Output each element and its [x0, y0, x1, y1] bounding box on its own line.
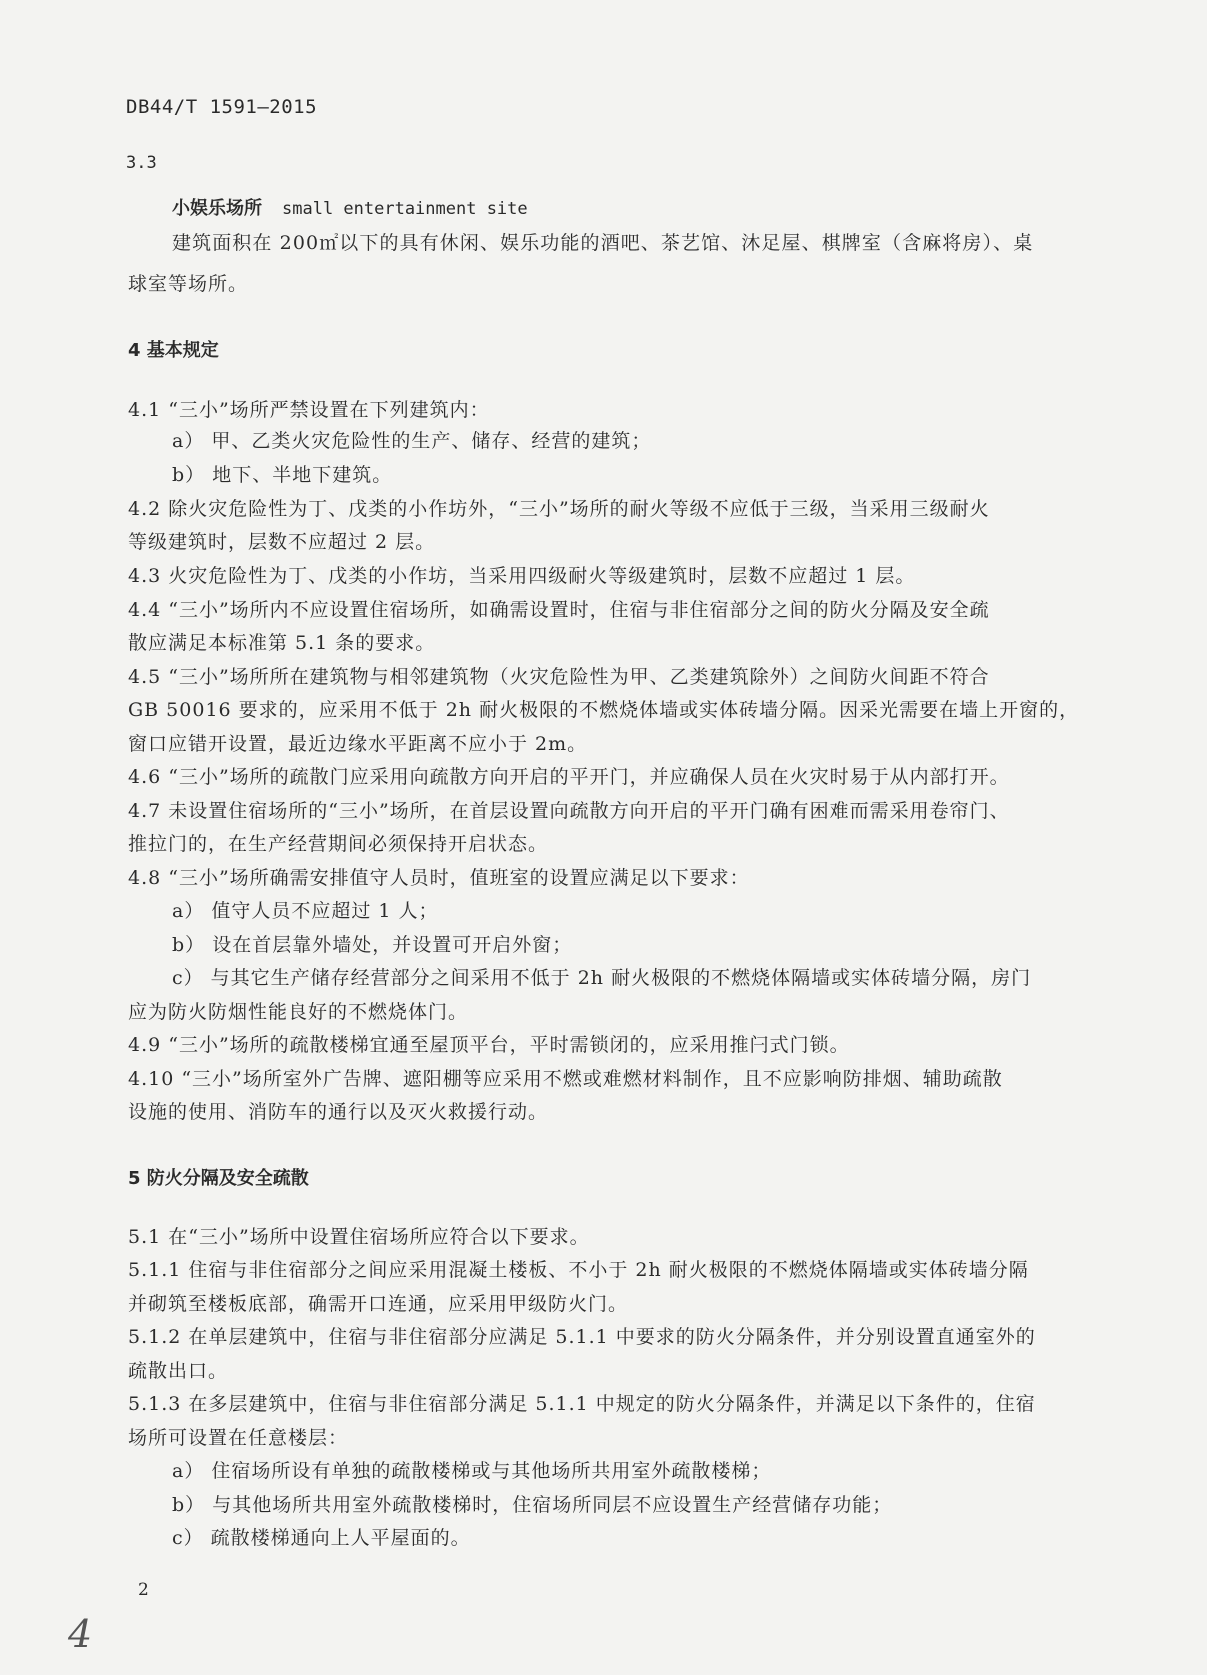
clause-4-1: 4.1 “三小”场所严禁设置在下列建筑内：: [128, 399, 490, 421]
clause-4-2-cont: 等级建筑时，层数不应超过 2 层。: [128, 531, 436, 553]
list-item-a: a） 甲、乙类火灾危险性的生产、储存、经营的建筑；: [172, 430, 652, 452]
page-number: 2: [138, 1580, 149, 1600]
clause-5-1-1-cont: 并砌筑至楼板底部，确需开口连通，应采用甲级防火门。: [128, 1293, 629, 1315]
clause-4-9: 4.9 “三小”场所的疏散楼梯宜通至屋顶平台，平时需锁闭的，应采用推闩式门锁。: [128, 1034, 850, 1056]
section-5-heading: 5 防火分隔及安全疏散: [128, 1168, 309, 1189]
clause-5-1-1: 5.1.1 住宿与非住宿部分之间应采用混凝土楼板、不小于 2h 耐火极限的不燃烧体隔墙或实体砖墙分隔: [128, 1259, 1029, 1281]
clause-4-7-cont: 推拉门的，在生产经营期间必须保持开启状态。: [128, 833, 549, 855]
clause-5-1-2-cont: 疏散出口。: [128, 1360, 229, 1382]
clause-4-8: 4.8 “三小”场所确需安排值守人员时，值班室的设置应满足以下要求：: [128, 867, 750, 889]
term-chinese: 小娱乐场所: [172, 198, 262, 219]
list-item-a: a） 住宿场所设有单独的疏散楼梯或与其他场所共用室外疏散楼梯；: [172, 1460, 772, 1482]
clause-5-1-3-cont: 场所可设置在任意楼层：: [128, 1427, 349, 1449]
list-item-b: b） 与其他场所共用室外疏散楼梯时，住宿场所同层不应设置生产经营储存功能；: [172, 1494, 893, 1516]
term-english: small entertainment site: [282, 199, 528, 219]
list-item-b: b） 设在首层靠外墙处，并设置可开启外窗；: [172, 934, 573, 956]
definition-line-2: 球室等场所。: [128, 273, 249, 295]
clause-4-5-cont-1: GB 50016 要求的，应采用不低于 2h 耐火极限的不燃烧体墙或实体砖墙分隔。因采光需要在墙上开窗的，: [128, 699, 1080, 721]
term-entry: [172, 194, 528, 220]
list-item-a: a） 值守人员不应超过 1 人；: [172, 900, 439, 922]
list-item-c-cont: 应为防火防烟性能良好的不燃烧体门。: [128, 1001, 469, 1023]
clause-4-5: 4.5 “三小”场所所在建筑物与相邻建筑物（火灾危险性为甲、乙类建筑除外）之间防火间距不符合: [128, 666, 990, 688]
clause-4-10-cont: 设施的使用、消防车的通行以及灭火救援行动。: [128, 1101, 549, 1123]
list-item-b: b） 地下、半地下建筑。: [172, 464, 393, 486]
definition-line-1: 建筑面积在 200㎡以下的具有休闲、娱乐功能的酒吧、茶艺馆、沐足屋、棋牌室（含麻将房）、桌: [172, 232, 1034, 254]
list-item-c: c） 与其它生产储存经营部分之间采用不低于 2h 耐火极限的不燃烧体隔墙或实体砖墙分隔，房门: [172, 967, 1032, 989]
clause-4-5-cont-2: 窗口应错开设置，最近边缘水平距离不应小于 2m。: [128, 733, 588, 755]
clause-4-7: 4.7 未设置住宿场所的“三小”场所，在首层设置向疏散方向开启的平开门确有困难而需采用卷帘门、: [128, 800, 1010, 822]
handwritten-mark: 4: [68, 1612, 93, 1656]
list-item-c: c） 疏散楼梯通向上人平屋面的。: [172, 1527, 471, 1549]
clause-4-4: 4.4 “三小”场所内不应设置住宿场所，如确需设置时，住宿与非住宿部分之间的防火分隔及安全疏: [128, 599, 990, 621]
clause-4-6: 4.6 “三小”场所的疏散门应采用向疏散方向开启的平开门，并应确保人员在火灾时易于从内部打开。: [128, 766, 1010, 788]
clause-4-2: 4.2 除火灾危险性为丁、戊类的小作坊外，“三小”场所的耐火等级不应低于三级，当采用三级耐火: [128, 498, 990, 520]
clause-4-3: 4.3 火灾危险性为丁、戊类的小作坊，当采用四级耐火等级建筑时，层数不应超过 1 层。: [128, 565, 916, 587]
clause-4-4-cont: 散应满足本标准第 5.1 条的要求。: [128, 632, 436, 654]
clause-4-10: 4.10 “三小”场所室外广告牌、遮阳棚等应采用不燃或难燃材料制作，且不应影响防排烟、辅助疏散: [128, 1068, 1003, 1090]
clause-number-3-3: 3.3: [126, 153, 157, 173]
section-4-heading: 4 基本规定: [128, 340, 219, 361]
standard-code-header: DB44/T 1591—2015: [126, 96, 318, 118]
clause-5-1-2: 5.1.2 在单层建筑中，住宿与非住宿部分应满足 5.1.1 中要求的防火分隔条件，并分别设置直通室外的: [128, 1326, 1036, 1348]
clause-5-1: 5.1 在“三小”场所中设置住宿场所应符合以下要求。: [128, 1226, 590, 1248]
clause-5-1-3: 5.1.3 在多层建筑中，住宿与非住宿部分满足 5.1.1 中规定的防火分隔条件，并满足以下条件的，住宿: [128, 1393, 1036, 1415]
